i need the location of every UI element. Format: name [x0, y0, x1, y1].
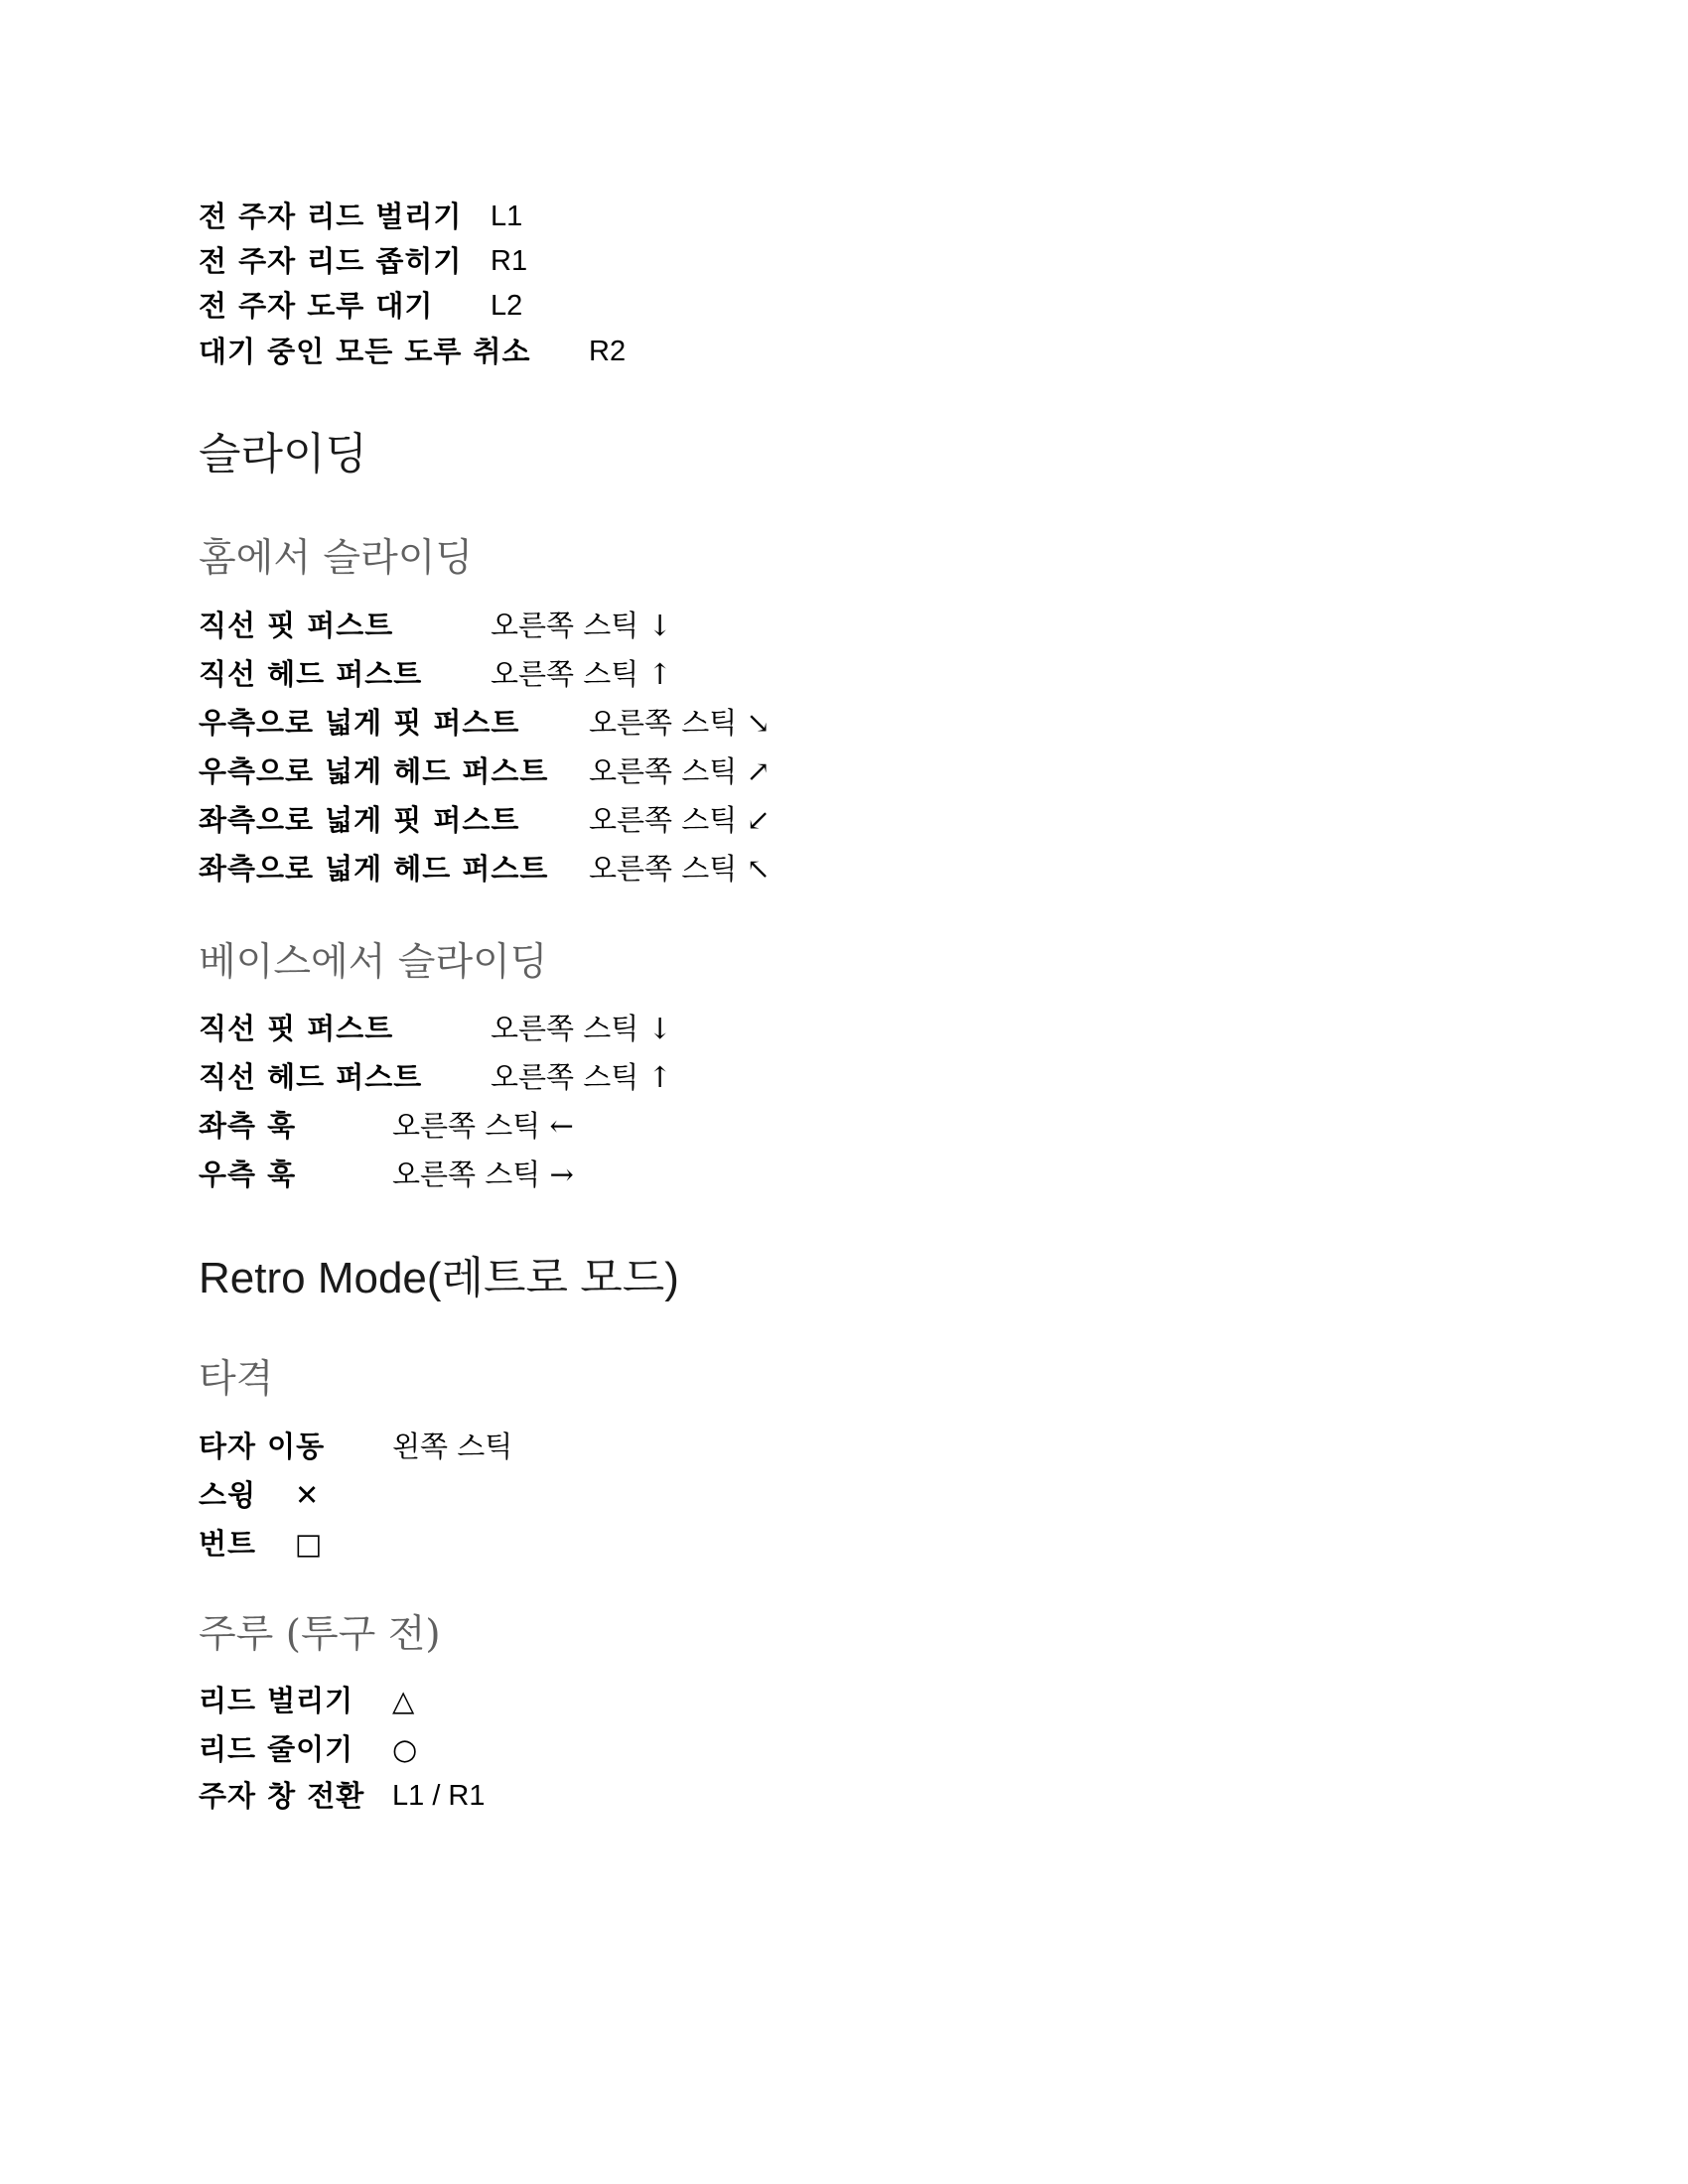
subsection-heading-base-sliding: 베이스에서 슬라이딩 [199, 940, 548, 985]
control-label: 번트 [199, 1527, 257, 1561]
section-heading-sliding: 슬라이딩 [199, 429, 368, 479]
control-label: 리드 줄이기 [199, 1732, 354, 1766]
control-label: 좌측으로 넓게 헤드 퍼스트 [199, 852, 549, 886]
control-label: 직선 핏 퍼스트 [199, 1012, 394, 1045]
control-label: 스윙 [199, 1478, 257, 1512]
control-value: L2 [491, 290, 523, 322]
control-value: 오른쪽 스틱 ↓ [491, 609, 672, 642]
control-label: 직선 핏 퍼스트 [199, 609, 394, 642]
control-value: 오른쪽 스틱 ↑ [491, 657, 672, 691]
control-value: R1 [491, 245, 528, 277]
control-label: 주자 창 전환 [199, 1779, 365, 1813]
circle-button-icon: ○ [392, 1732, 418, 1766]
control-value: 오른쪽 스틱 ↗ [589, 754, 771, 788]
control-value: L1 / R1 [392, 1780, 486, 1812]
control-label: 직선 헤드 퍼스트 [199, 657, 423, 691]
control-label: 리드 벌리기 [199, 1684, 354, 1717]
section-heading-retro-mode: Retro Mode(레트로 모드) [199, 1254, 679, 1302]
control-value: 오른쪽 스틱 ↙ [589, 803, 771, 837]
control-label: 대기 중인 모든 도루 취소 [199, 335, 531, 368]
control-value: 오른쪽 스틱 → [392, 1158, 574, 1191]
control-value: 왼쪽 스틱 [392, 1430, 513, 1463]
control-label: 전 주자 리드 좁히기 [199, 244, 463, 278]
control-label: 직선 헤드 퍼스트 [199, 1060, 423, 1094]
control-label: 우측으로 넓게 헤드 퍼스트 [199, 754, 549, 788]
control-label: 좌측 훅 [199, 1109, 297, 1143]
control-value: L1 [491, 201, 523, 232]
control-value: 오른쪽 스틱 ↑ [491, 1060, 672, 1094]
control-value: 오른쪽 스틱 ↓ [491, 1012, 672, 1045]
control-label: 타자 이동 [199, 1430, 326, 1463]
control-value: 오른쪽 스틱 ↖ [589, 852, 771, 886]
subsection-heading-baserunning: 주루 (투구 전) [199, 1612, 441, 1657]
control-label: 우측 훅 [199, 1158, 297, 1191]
control-label: 우측으로 넓게 핏 퍼스트 [199, 706, 520, 740]
subsection-heading-batting: 타격 [199, 1357, 274, 1402]
control-value: R2 [589, 336, 627, 367]
subsection-heading-home-sliding: 홈에서 슬라이딩 [199, 536, 474, 581]
cross-button-icon: ✕ [295, 1478, 320, 1512]
control-value: 오른쪽 스틱 ← [392, 1109, 574, 1143]
square-button-icon: □ [295, 1527, 323, 1561]
control-label: 전 주자 리드 벌리기 [199, 200, 463, 233]
control-label: 전 주자 도루 대기 [199, 289, 434, 323]
triangle-button-icon: △ [392, 1684, 415, 1717]
control-value: 오른쪽 스틱 ↘ [589, 706, 771, 740]
control-label: 좌측으로 넓게 핏 퍼스트 [199, 803, 520, 837]
